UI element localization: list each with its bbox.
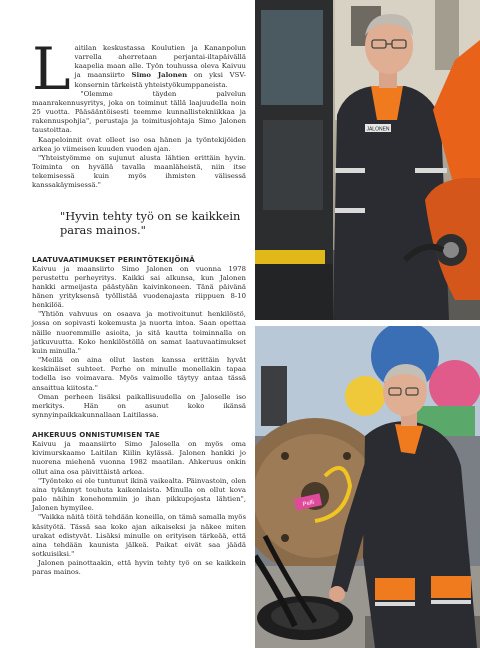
intro-text: aitilan keskustassa Koulutien ja Kananpolun varrella aherretaan perjantai-iltapäivällä kaapelia maan alle. Työn touhussa oleva Kaivuu ja maansiirto xyxy=(74,44,246,80)
paragraph-2: Kaapeloinnit ovat olleet iso osa hänen ja työntekijöiden arkea jo viimeisen kuuden vuoden ajan. xyxy=(32,135,246,153)
section-diligence-p1: Kaivuu ja maansiirto Simo Jalosella on myös oma kivimurskaamo Laitilan Kiilin kylässä. Jalonen hankki jo nuorena miehenä vuonna 1982 maatilan. Ahkeruus onkin ollut aina osa päivittäistä arkea. xyxy=(32,440,246,476)
section-diligence-p4: Jalonen painottaakin, että hyvin tehty työ on se kaikkein paras mainos. xyxy=(32,559,246,577)
pull-quote: "Hyvin tehty työ on se kaikkein paras mainos." xyxy=(60,208,241,237)
jacket-badge: JALONEN xyxy=(366,126,390,133)
drum-tag: Pelli xyxy=(302,499,315,509)
intro-name: Simo Jalonen xyxy=(131,71,188,80)
drop-cap: L xyxy=(32,35,71,103)
section-quality-p1: Kaivuu ja maansiirto Simo Jalonen on vuonna 1978 perustettu perheyritys. Kaikki sai alkunsa, kun Jalonen hankki armeijasta päästyään kaivinkoneen. Tänä päivänä hänen yrityksensä työllistää vuodenajasta riippuen 8-10 henkilöä. xyxy=(32,264,246,310)
section-quality-p4: Oman perheen lisäksi paikallisuudella on Jaloselle iso merkitys. Hän on asunut koko ikänsä synnyinpaikkakunnallaan Laitilassa. xyxy=(32,392,246,419)
section-quality-p2: "Yhtiön vahvuus on osaava ja motivoitunut henkilöstö, jossa on sopivasti kokemusta ja nuorta intoa. Saan opettaa näille nuoremmille asioita, ja sitä kautta toiminnalla on jatkuvuutta. Koko henkilöstöllä on samat laatuvaatimukset kuin minulla." xyxy=(32,310,246,355)
paragraph-1: "Olemme täyden palvelun maanrakennusyritys, joka on toiminut tällä laajuudella noin 25 vuotta. Pääsääntöisesti teemme kunnallistekniikkaa ja rakennuspohjia", perustaja ja toimitusjohtaja Simo Jalonen taustoittaa. xyxy=(32,89,246,135)
paragraph-3: "Yhteistyömme on sujunut alusta lähtien erittäin hyvin. Toiminta on hyvällä tavalla maanläheistä, niin itse tekemisessä kuin myös ihmisten välisessä kanssakäymisessä." xyxy=(32,153,246,190)
photo-man-kneeling xyxy=(255,326,480,648)
section-quality xyxy=(32,255,246,421)
photo-man-by-excavator xyxy=(255,0,480,320)
intro-text-end: on yksi VSV-konsernin tärkeistä yhteistyökumppaneista. xyxy=(74,71,246,89)
section-diligence-heading: AHKERUUS ONNISTUMISEN TAE xyxy=(32,430,160,440)
section-quality-p3: "Meillä on aina ollut lasten kanssa erittäin hyvät keskinäiset suhteet. Perhe on minulle monellakin tapaa todella iso voimavara. Myös vaimolle täytyy antaa tässä ansaittua kiitosta." xyxy=(32,356,246,392)
section-diligence-p3: "Vaikka näitä töitä tehdään koneilla, on tämä samalla myös käsityötä. Tässä saa koko ajan aikaiseksi ja näkee miten urakat edistyvät. Lisäksi minulle on erityisen tärkeää, että aina tehdään kaunista jälkeä. Paikat eivät saa jäädä sotkuisiksi." xyxy=(32,513,246,559)
article-intro xyxy=(32,35,246,191)
article-body xyxy=(32,35,246,578)
section-diligence xyxy=(32,430,246,577)
section-diligence-p2: "Työnteko ei ole tuntunut ikinä vaikealta. Päinvastoin, olen aina tykännyt touhuta kaikenlaista. Minulla on ollut kova palo näihin konehommiin jo ihan pikkupojasta lähtien", Jalonen hymyilee. xyxy=(32,476,246,513)
section-quality-heading: LAATUVAATIMUKSET PERINTÖTEKIJÖINÄ xyxy=(32,254,195,264)
